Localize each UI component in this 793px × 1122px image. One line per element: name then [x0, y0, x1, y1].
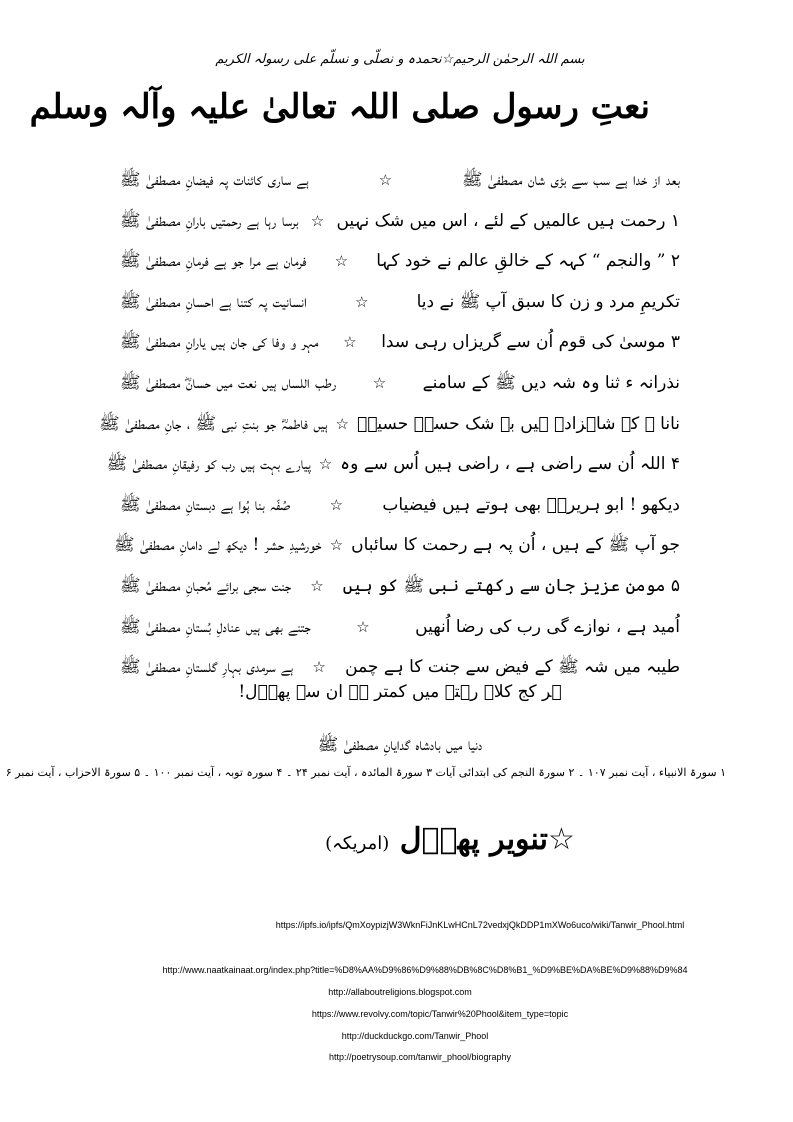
- link-revolvy[interactable]: https://www.revolvy.com/topic/Tanwir%20Phool&item_type=topic: [311, 1009, 569, 1019]
- star-separator: ☆: [356, 617, 370, 636]
- author-name: تنویر پھوؔل: [399, 822, 548, 857]
- star-separator: ☆: [310, 211, 325, 230]
- link-duckduckgo[interactable]: http://duckduckgo.com/Tanwir_Phool: [341, 1031, 489, 1041]
- verse-7: [99, 404, 680, 445]
- star-icon: ☆: [547, 822, 575, 857]
- verse-8-second: پیارے بہت ہیں رب کو رفیقانِ مصطفیٰ ﷺ: [106, 454, 311, 475]
- star-separator: ☆: [312, 658, 326, 677]
- verse-8-first: ۴ اللہ اُن سے راضی ہے ، راضی ہیں اُس سے وہ: [340, 454, 680, 475]
- verse-4: [120, 282, 680, 323]
- link-allaboutreligions[interactable]: http://allaboutreligions.blogspot.com: [328, 987, 472, 997]
- verse-10: [114, 525, 680, 566]
- author-signature: [300, 822, 600, 857]
- star-separator: ☆: [318, 455, 333, 474]
- closing-line-2: دنیا میں بادشاہ گدایانِ مصطفیٰ ﷺ: [317, 735, 483, 755]
- verse-9-second: صُفّہ بنا ہُوا ہے دبستانِ مصطفیٰ ﷺ: [120, 494, 291, 515]
- verse-2-first: ۱ رحمت ہیں عالمیں کے لئے ، اس میں شک نہیں: [336, 210, 680, 231]
- verse-4-first: تکریمِ مرد و زن کا سبق آپ ﷺ نے دیا: [416, 291, 680, 312]
- verse-10-second: خورشیدِ حشر ! دیکھ لے دامانِ مصطفیٰ ﷺ: [114, 535, 322, 556]
- verse-1-first: بعد از خدا ہے سب سے بڑی شان مصطفیٰ ﷺ: [462, 170, 680, 190]
- bismillah-line: بسم اللہ الرحمٰن الرحیم☆نحمدہ و نصلّی و نسلّم علی رسولہ الکریم: [215, 52, 585, 67]
- verse-3-first: ۲ ” والنجم “ کہہ کے خالقِ عالم نے خود کہا: [376, 251, 680, 272]
- star-separator: ☆: [354, 292, 369, 311]
- verse-4-second: انسانیت پہ کتنا ہے احسانِ مصطفیٰ ﷺ: [120, 291, 307, 312]
- star-separator: ☆: [378, 171, 393, 189]
- star-separator: ☆: [372, 373, 387, 392]
- link-ipfs[interactable]: https://ipfs.io/ipfs/QmXoypizjW3WknFiJnKLwHCnL72vedxjQkDDP1mXWo6uco/wiki/Tanwir_Phool.html: [275, 920, 685, 930]
- link-naatkainaat[interactable]: http://www.naatkainaat.org/index.php?title=%D8%AA%D9%86%D9%88%DB%8C%D8%B1_%D9%BE%DA%BE%D9%88%D9%84: [162, 965, 688, 975]
- link-poetrysoup[interactable]: http://poetrysoup.com/tanwir_phool/biography: [328, 1052, 512, 1062]
- verse-2: [120, 201, 680, 242]
- verse-9-first: دیکھو ! ابو ہریرہؓ بھی ہوتے ہیں فیضیاب: [382, 494, 680, 515]
- verse-8: [106, 444, 680, 485]
- verse-9: [120, 485, 680, 526]
- verse-6: [120, 363, 680, 404]
- star-separator: ☆: [329, 495, 344, 514]
- verse-13-first: طیبہ میں شہ ﷺ کے فیض سے جنت کا ہے چمن: [345, 657, 680, 678]
- verse-7-first: نانا ﷺ کے شاہزادے ہیں بے شک حسنؓ حسینؓ: [357, 413, 680, 434]
- verse-7-second: ہیں فاطمہؓ جو بنتِ نبی ﷺ ، جانِ مصطفیٰ ﷺ: [99, 413, 328, 434]
- star-separator: ☆: [329, 536, 344, 555]
- star-separator: ☆: [334, 252, 349, 271]
- verse-1-second: ہے ساری کائنات پہ فیضانِ مصطفیٰ ﷺ: [120, 170, 309, 190]
- verse-list: [99, 160, 680, 688]
- footnotes: ۱ سورۃ الانبیاء ، آیت نمبر ۱۰۷ ۔ ۲ سورۃ النجم کی ابتدائی آیات ۳ سورۃ المائدہ ، آیت نمبر ۲۴ ۔ ۴ سورہ توبہ ، آیت نمبر ۱۰۰ ۔ ۵ سورۃ الاحزاب ، آیت نمبر ۶: [5, 766, 726, 779]
- verse-5-first: ۳ موسیٰ کی قوم اُن سے گریزاں رہی سدا: [381, 332, 680, 353]
- star-separator: ☆: [343, 333, 357, 352]
- verse-5-second: مہر و وفا کی جان ہیں یارانِ مصطفیٰ ﷺ: [120, 332, 319, 353]
- page-title: نعتِ رسول صلی اللہ تعالیٰ علیہ وآلہ وسلم: [29, 87, 650, 127]
- verse-3-second: فرمان ہے مرا جو ہے فرمانِ مصطفیٰ ﷺ: [120, 251, 307, 272]
- verse-12-first: اُمید ہے ، نوازے گی رب کی رضا اُنھیں: [415, 616, 680, 637]
- verse-10-first: جو آپ ﷺ کے ہیں ، اُن پہ ہے رحمت کا سائباں: [351, 535, 680, 556]
- verse-11-second: جنت سجی برائے مُحبانِ مصطفیٰ ﷺ: [120, 575, 292, 596]
- verse-11: [120, 566, 680, 607]
- verse-2-second: برسا رہا ہے رحمتیں بارانِ مصطفیٰ ﷺ: [120, 210, 299, 231]
- verse-3: [120, 241, 680, 282]
- star-separator: ☆: [335, 414, 349, 433]
- verse-6-second: رطب اللساں ہیں نعت میں حسانؓ مصطفیٰ ﷺ: [120, 372, 337, 393]
- verse-12: [120, 607, 680, 648]
- verse-5: [120, 322, 680, 363]
- verse-11-first: ۵ مومن عزیز جان سے رکھتے نبی ﷺ کو ہیں: [342, 575, 680, 596]
- star-separator: ☆: [310, 576, 324, 595]
- verse-6-first: نذرانہ ء ثنا وہ شہ دیں ﷺ کے سامنے: [422, 372, 680, 393]
- author-location: (امریکہ): [325, 833, 390, 854]
- verse-13-second: ہے سرمدی بہارِ گلستانِ مصطفیٰ ﷺ: [120, 657, 294, 678]
- closing-line-1: ہر کج کلاہ رہتے میں کمتر ہے ان سے پھوؔل!: [238, 682, 562, 702]
- verse-1: [120, 160, 680, 201]
- verse-12-second: جتنے بھی ہیں عنادلِ بُستانِ مصطفیٰ ﷺ: [120, 616, 311, 637]
